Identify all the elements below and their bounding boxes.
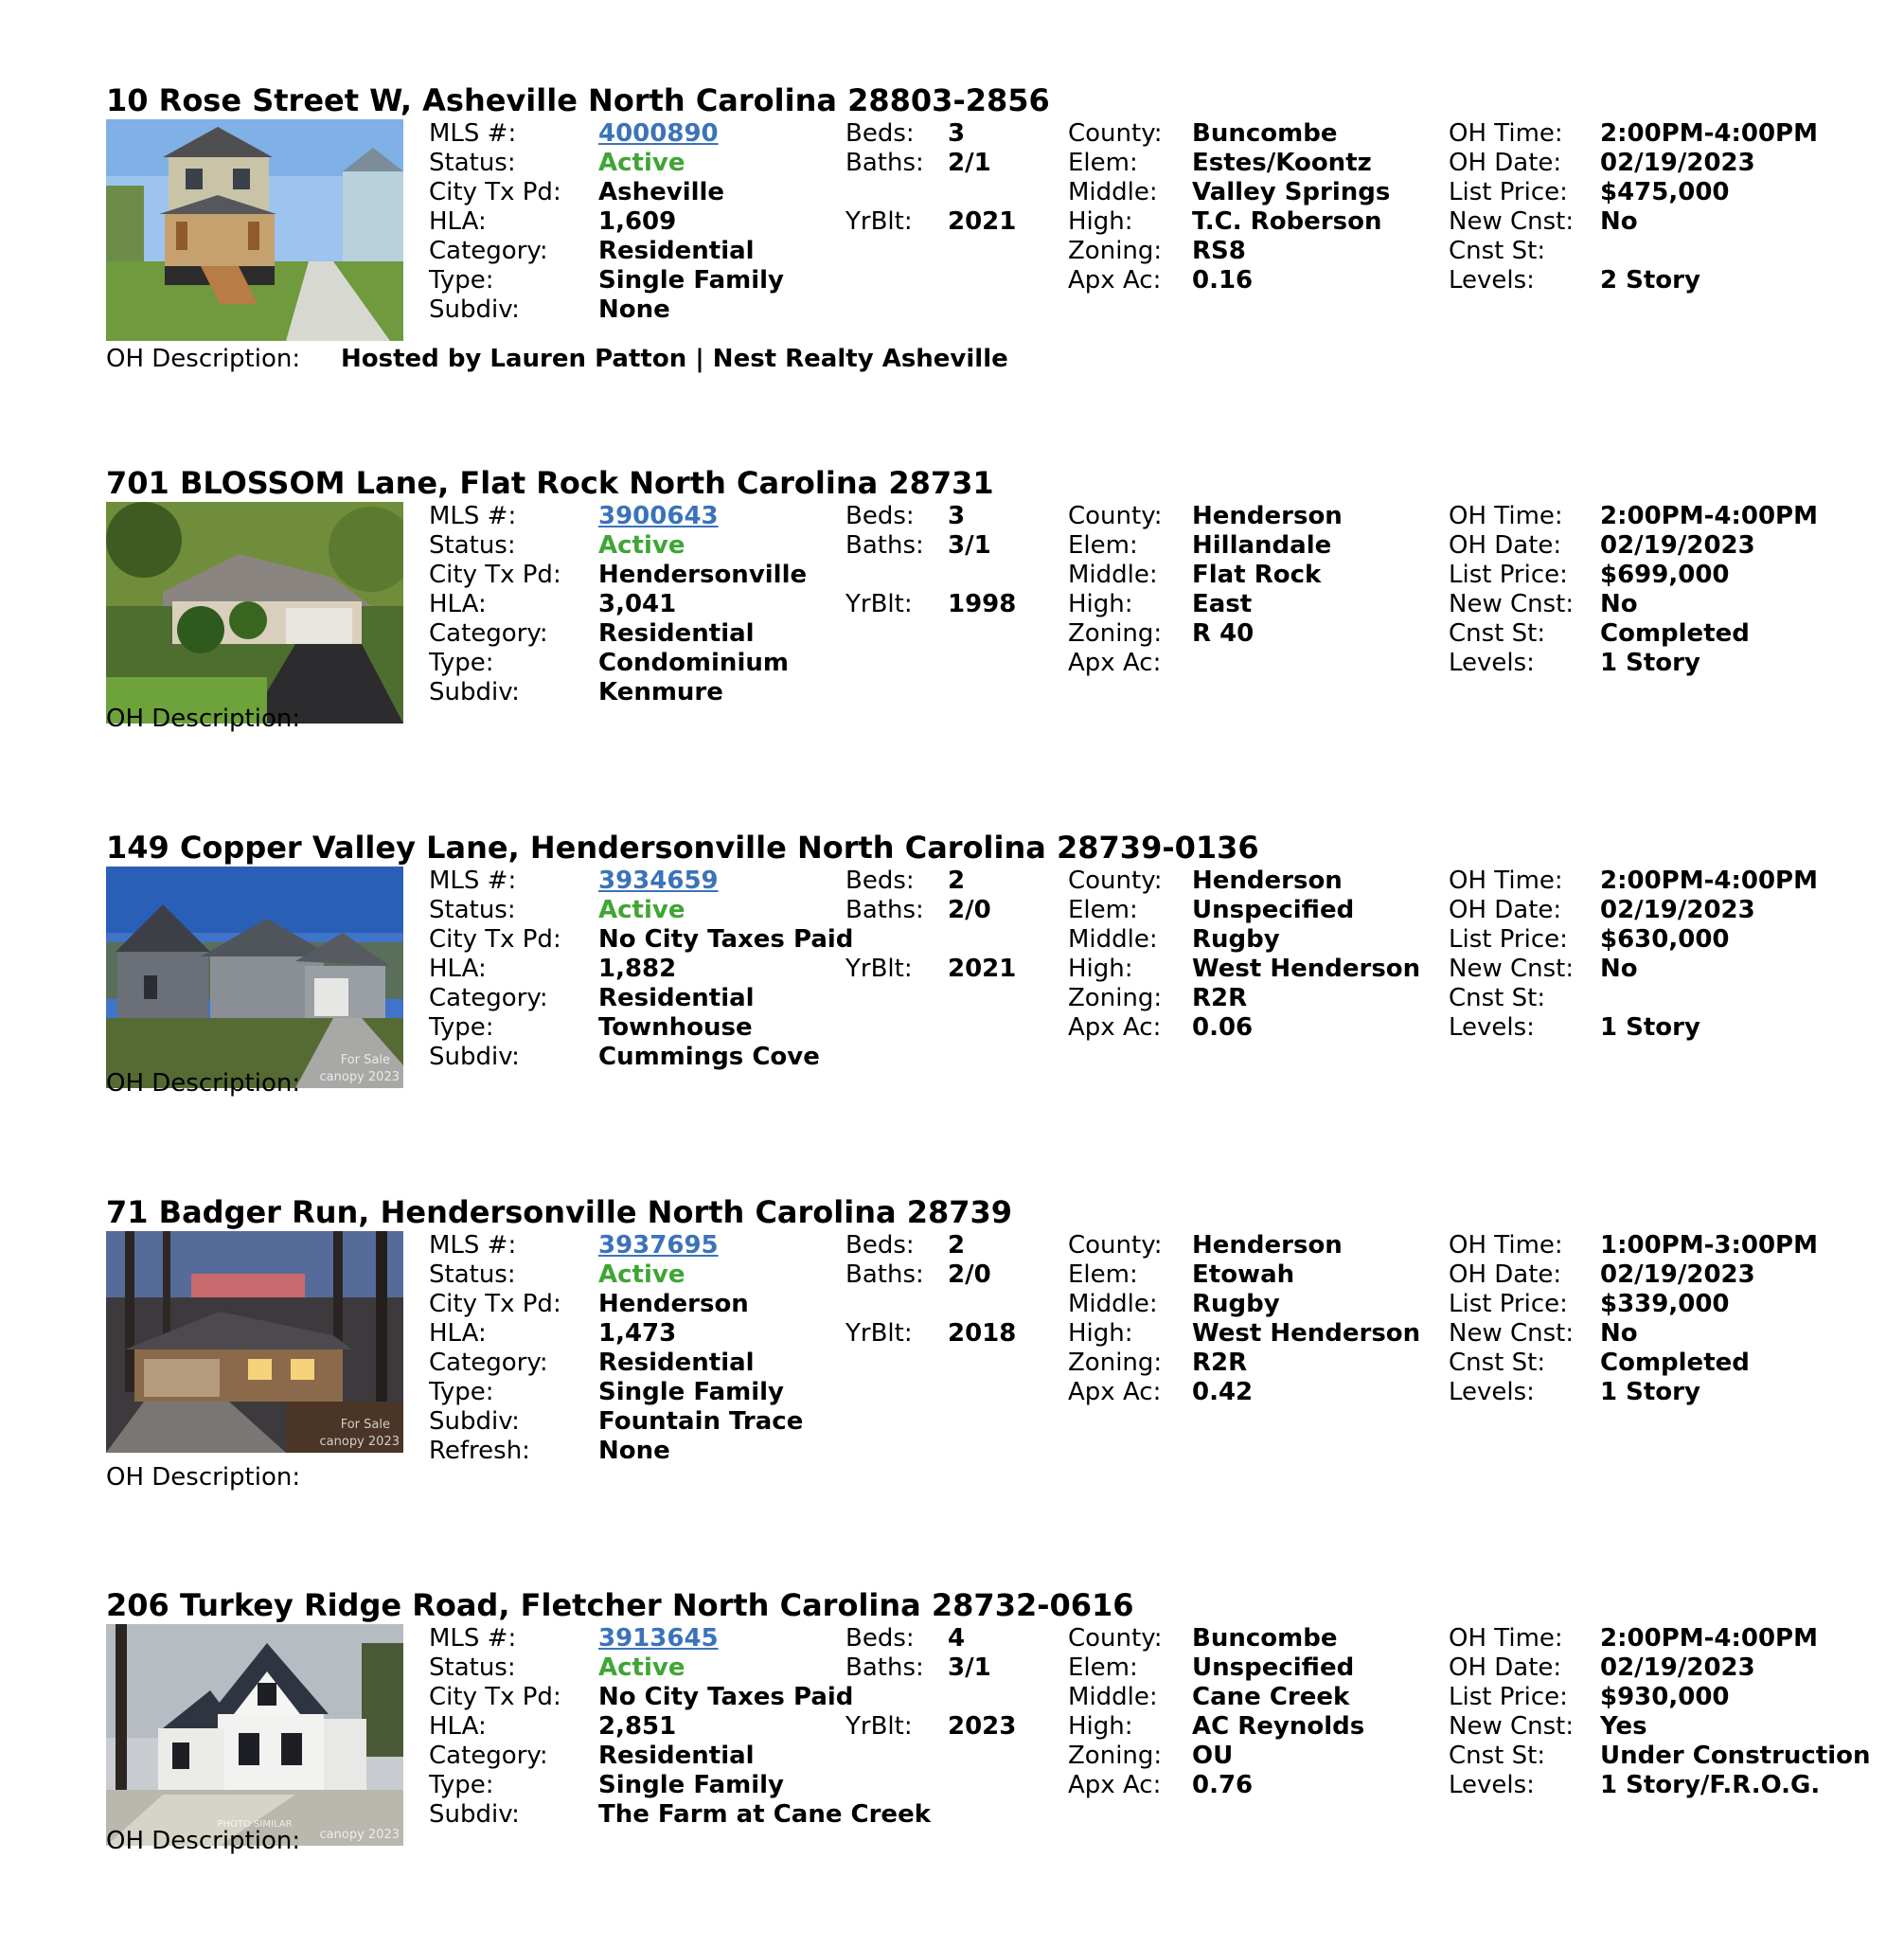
type-label: Type: bbox=[429, 649, 494, 677]
oh-time-value: 2:00PM-4:00PM bbox=[1600, 502, 1818, 530]
cnst-st-label: Cnst St: bbox=[1449, 984, 1546, 1012]
high-label: High: bbox=[1068, 955, 1133, 983]
baths-value: 3/1 bbox=[948, 531, 991, 560]
county-label: County: bbox=[1068, 1231, 1163, 1260]
middle-label: Middle: bbox=[1068, 561, 1158, 589]
city-tx-pd-value: No City Taxes Paid bbox=[598, 925, 854, 954]
city-tx-pd-value: Hendersonville bbox=[598, 561, 808, 589]
zoning-value: R2R bbox=[1192, 1349, 1248, 1377]
oh-time-value: 2:00PM-4:00PM bbox=[1600, 1624, 1818, 1653]
listing-card bbox=[106, 831, 1886, 1190]
hla-value: 2,851 bbox=[598, 1712, 677, 1741]
category-label: Category: bbox=[429, 984, 548, 1012]
levels-value: 1 Story bbox=[1600, 1378, 1700, 1406]
type-value: Single Family bbox=[598, 266, 785, 295]
beds-value: 2 bbox=[948, 867, 966, 895]
city-tx-pd-value: No City Taxes Paid bbox=[598, 1683, 854, 1711]
type-label: Type: bbox=[429, 1771, 494, 1799]
category-value: Residential bbox=[598, 1742, 755, 1770]
yrblt-label: YrBlt: bbox=[845, 955, 913, 983]
levels-value: 1 Story bbox=[1600, 649, 1700, 677]
beds-label: Beds: bbox=[845, 502, 915, 530]
status-value: Active bbox=[598, 896, 685, 924]
oh-description-label: OH Description: bbox=[106, 1463, 301, 1492]
beds-value: 2 bbox=[948, 1231, 966, 1260]
county-label: County: bbox=[1068, 867, 1163, 895]
cnst-st-label: Cnst St: bbox=[1449, 1742, 1546, 1770]
city-tx-pd-label: City Tx Pd: bbox=[429, 178, 561, 206]
watermark-text: For Sale bbox=[340, 1053, 390, 1067]
apx-ac-label: Apx Ac: bbox=[1068, 1771, 1162, 1799]
hla-label: HLA: bbox=[429, 590, 487, 618]
county-label: County: bbox=[1068, 119, 1163, 148]
mls-label: MLS #: bbox=[429, 1624, 517, 1653]
list-price-value: $630,000 bbox=[1600, 925, 1730, 954]
listing-address: 149 Copper Valley Lane, Hendersonville North Carolina 28739-0136 bbox=[106, 830, 1259, 866]
beds-label: Beds: bbox=[845, 1231, 915, 1260]
list-price-value: $699,000 bbox=[1600, 561, 1730, 589]
levels-label: Levels: bbox=[1449, 266, 1535, 295]
middle-label: Middle: bbox=[1068, 178, 1158, 206]
oh-description bbox=[106, 345, 1008, 374]
elem-value: Unspecified bbox=[1192, 896, 1355, 924]
mls-number-link[interactable]: 3900643 bbox=[598, 502, 719, 530]
new-cnst-label: New Cnst: bbox=[1449, 1712, 1575, 1741]
levels-label: Levels: bbox=[1449, 1013, 1535, 1042]
subdiv-value: Fountain Trace bbox=[598, 1407, 804, 1436]
yrblt-label: YrBlt: bbox=[845, 1319, 913, 1348]
high-label: High: bbox=[1068, 207, 1133, 236]
levels-value: 1 Story/F.R.O.G. bbox=[1600, 1771, 1821, 1799]
status-value: Active bbox=[598, 1260, 685, 1289]
category-label: Category: bbox=[429, 1349, 548, 1377]
listing-card bbox=[106, 1588, 1886, 1948]
apx-ac-value: 0.42 bbox=[1192, 1378, 1254, 1406]
zoning-label: Zoning: bbox=[1068, 619, 1163, 648]
mls-number-link[interactable]: 3937695 bbox=[598, 1231, 719, 1260]
status-value: Active bbox=[598, 1653, 685, 1682]
type-value: Townhouse bbox=[598, 1013, 753, 1042]
city-tx-pd-label: City Tx Pd: bbox=[429, 925, 561, 954]
beds-value: 4 bbox=[948, 1624, 966, 1653]
listing-card bbox=[106, 83, 1886, 443]
oh-date-label: OH Date: bbox=[1449, 531, 1562, 560]
listing-address: 701 BLOSSOM Lane, Flat Rock North Carolina 28731 bbox=[106, 465, 994, 501]
type-value: Single Family bbox=[598, 1771, 785, 1799]
county-label: County: bbox=[1068, 502, 1163, 530]
beds-value: 3 bbox=[948, 502, 966, 530]
list-price-value: $475,000 bbox=[1600, 178, 1730, 206]
cnst-st-value: Under Construction bbox=[1600, 1742, 1871, 1770]
hla-value: 1,882 bbox=[598, 955, 677, 983]
category-label: Category: bbox=[429, 237, 548, 265]
subdiv-label: Subdiv: bbox=[429, 1043, 520, 1071]
baths-label: Baths: bbox=[845, 149, 924, 177]
category-label: Category: bbox=[429, 619, 548, 648]
category-value: Residential bbox=[598, 237, 755, 265]
county-value: Henderson bbox=[1192, 1231, 1343, 1260]
oh-time-label: OH Time: bbox=[1449, 502, 1563, 530]
list-price-value: $930,000 bbox=[1600, 1683, 1730, 1711]
status-label: Status: bbox=[429, 1260, 516, 1289]
zoning-label: Zoning: bbox=[1068, 1349, 1163, 1377]
baths-label: Baths: bbox=[845, 1653, 924, 1682]
oh-description-label: OH Description: bbox=[106, 705, 301, 733]
city-tx-pd-value: Henderson bbox=[598, 1290, 749, 1318]
middle-value: Valley Springs bbox=[1192, 178, 1391, 206]
yrblt-label: YrBlt: bbox=[845, 590, 913, 618]
category-value: Residential bbox=[598, 1349, 755, 1377]
list-price-label: List Price: bbox=[1449, 561, 1568, 589]
new-cnst-label: New Cnst: bbox=[1449, 590, 1575, 618]
baths-value: 2/0 bbox=[948, 896, 991, 924]
refresh-value: None bbox=[598, 1437, 670, 1465]
oh-description bbox=[106, 1827, 300, 1856]
subdiv-label: Subdiv: bbox=[429, 1407, 520, 1436]
house-photo[interactable] bbox=[106, 119, 403, 341]
category-label: Category: bbox=[429, 1742, 548, 1770]
apx-ac-label: Apx Ac: bbox=[1068, 649, 1162, 677]
status-value: Active bbox=[598, 531, 685, 560]
levels-value: 1 Story bbox=[1600, 1013, 1700, 1042]
list-price-label: List Price: bbox=[1449, 925, 1568, 954]
elem-label: Elem: bbox=[1068, 896, 1138, 924]
oh-description-label: OH Description: bbox=[106, 345, 301, 373]
city-tx-pd-label: City Tx Pd: bbox=[429, 1683, 561, 1711]
refresh-label: Refresh: bbox=[429, 1437, 530, 1465]
zoning-value: OU bbox=[1192, 1742, 1234, 1770]
zoning-label: Zoning: bbox=[1068, 984, 1163, 1012]
apx-ac-value: 0.16 bbox=[1192, 266, 1254, 295]
beds-label: Beds: bbox=[845, 119, 915, 148]
elem-label: Elem: bbox=[1068, 149, 1138, 177]
hla-value: 3,041 bbox=[598, 590, 677, 618]
oh-date-label: OH Date: bbox=[1449, 1260, 1562, 1289]
oh-description bbox=[106, 1463, 300, 1492]
list-price-label: List Price: bbox=[1449, 1290, 1568, 1318]
list-price-label: List Price: bbox=[1449, 178, 1568, 206]
house-photo[interactable] bbox=[106, 1231, 403, 1453]
levels-label: Levels: bbox=[1449, 1771, 1535, 1799]
elem-value: Unspecified bbox=[1192, 1653, 1355, 1682]
new-cnst-label: New Cnst: bbox=[1449, 955, 1575, 983]
middle-value: Flat Rock bbox=[1192, 561, 1322, 589]
yrblt-value: 2021 bbox=[948, 955, 1017, 983]
oh-date-value: 02/19/2023 bbox=[1600, 896, 1755, 924]
city-tx-pd-label: City Tx Pd: bbox=[429, 1290, 561, 1318]
status-label: Status: bbox=[429, 896, 516, 924]
type-value: Condominium bbox=[598, 649, 789, 677]
yrblt-label: YrBlt: bbox=[845, 1712, 913, 1741]
watermark-text: canopy 2023 bbox=[319, 1435, 400, 1449]
category-value: Residential bbox=[598, 984, 755, 1012]
elem-label: Elem: bbox=[1068, 531, 1138, 560]
high-label: High: bbox=[1068, 1712, 1133, 1741]
oh-description bbox=[106, 1069, 300, 1099]
high-value: T.C. Roberson bbox=[1192, 207, 1382, 236]
oh-time-value: 2:00PM-4:00PM bbox=[1600, 867, 1818, 895]
beds-label: Beds: bbox=[845, 1624, 915, 1653]
yrblt-value: 2023 bbox=[948, 1712, 1017, 1741]
subdiv-value: The Farm at Cane Creek bbox=[598, 1800, 931, 1829]
high-value: West Henderson bbox=[1192, 1319, 1421, 1348]
zoning-value: R 40 bbox=[1192, 619, 1255, 648]
mls-label: MLS #: bbox=[429, 867, 517, 895]
city-tx-pd-label: City Tx Pd: bbox=[429, 561, 561, 589]
middle-label: Middle: bbox=[1068, 1683, 1158, 1711]
oh-time-label: OH Time: bbox=[1449, 119, 1563, 148]
watermark-text: canopy 2023 bbox=[319, 1070, 400, 1084]
watermark-text: canopy 2023 bbox=[319, 1828, 400, 1842]
high-label: High: bbox=[1068, 590, 1133, 618]
elem-label: Elem: bbox=[1068, 1260, 1138, 1289]
watermark-text: PHOTO SIMILAR bbox=[217, 1819, 293, 1830]
apx-ac-label: Apx Ac: bbox=[1068, 1378, 1162, 1406]
cnst-st-value: Completed bbox=[1600, 1349, 1750, 1377]
listing-card bbox=[106, 1195, 1886, 1555]
apx-ac-value: 0.06 bbox=[1192, 1013, 1254, 1042]
city-tx-pd-value: Asheville bbox=[598, 178, 725, 206]
yrblt-value: 1998 bbox=[948, 590, 1017, 618]
oh-date-value: 02/19/2023 bbox=[1600, 1260, 1755, 1289]
yrblt-value: 2021 bbox=[948, 207, 1017, 236]
mls-number-link[interactable]: 3913645 bbox=[598, 1624, 719, 1653]
baths-value: 3/1 bbox=[948, 1653, 991, 1682]
new-cnst-label: New Cnst: bbox=[1449, 207, 1575, 236]
middle-value: Cane Creek bbox=[1192, 1683, 1350, 1711]
listing-address: 10 Rose Street W, Asheville North Carolina 28803-2856 bbox=[106, 82, 1050, 118]
oh-date-label: OH Date: bbox=[1449, 149, 1562, 177]
new-cnst-value: No bbox=[1600, 590, 1638, 618]
cnst-st-value: Completed bbox=[1600, 619, 1750, 648]
oh-description bbox=[106, 705, 300, 734]
oh-date-label: OH Date: bbox=[1449, 1653, 1562, 1682]
listing-address: 206 Turkey Ridge Road, Fletcher North Carolina 28732-0616 bbox=[106, 1587, 1134, 1623]
levels-value: 2 Story bbox=[1600, 266, 1700, 295]
oh-description-value: Hosted by Lauren Patton | Nest Realty Asheville bbox=[341, 345, 1008, 373]
oh-time-value: 2:00PM-4:00PM bbox=[1600, 119, 1818, 148]
elem-label: Elem: bbox=[1068, 1653, 1138, 1682]
category-value: Residential bbox=[598, 619, 755, 648]
baths-label: Baths: bbox=[845, 531, 924, 560]
subdiv-label: Subdiv: bbox=[429, 1800, 520, 1829]
house-photo[interactable] bbox=[106, 1624, 403, 1846]
new-cnst-value: No bbox=[1600, 207, 1638, 236]
listing-address: 71 Badger Run, Hendersonville North Carolina 28739 bbox=[106, 1194, 1013, 1230]
high-value: AC Reynolds bbox=[1192, 1712, 1365, 1741]
hla-label: HLA: bbox=[429, 955, 487, 983]
county-value: Henderson bbox=[1192, 502, 1343, 530]
baths-label: Baths: bbox=[845, 896, 924, 924]
middle-value: Rugby bbox=[1192, 1290, 1280, 1318]
hla-label: HLA: bbox=[429, 207, 487, 236]
baths-label: Baths: bbox=[845, 1260, 924, 1289]
mls-label: MLS #: bbox=[429, 1231, 517, 1260]
status-value: Active bbox=[598, 149, 685, 177]
county-label: County: bbox=[1068, 1624, 1163, 1653]
oh-date-value: 02/19/2023 bbox=[1600, 531, 1755, 560]
status-label: Status: bbox=[429, 1653, 516, 1682]
hla-label: HLA: bbox=[429, 1712, 487, 1741]
subdiv-value: Cummings Cove bbox=[598, 1043, 820, 1071]
hla-value: 1,473 bbox=[598, 1319, 677, 1348]
high-value: West Henderson bbox=[1192, 955, 1421, 983]
listing-card bbox=[106, 466, 1886, 826]
middle-label: Middle: bbox=[1068, 925, 1158, 954]
cnst-st-label: Cnst St: bbox=[1449, 237, 1546, 265]
high-label: High: bbox=[1068, 1319, 1133, 1348]
house-photo[interactable] bbox=[106, 867, 403, 1088]
subdiv-value: Kenmure bbox=[598, 678, 723, 706]
oh-date-label: OH Date: bbox=[1449, 896, 1562, 924]
county-value: Buncombe bbox=[1192, 119, 1338, 148]
oh-time-label: OH Time: bbox=[1449, 1231, 1563, 1260]
county-value: Henderson bbox=[1192, 867, 1343, 895]
new-cnst-value: No bbox=[1600, 955, 1638, 983]
county-value: Buncombe bbox=[1192, 1624, 1338, 1653]
new-cnst-label: New Cnst: bbox=[1449, 1319, 1575, 1348]
apx-ac-label: Apx Ac: bbox=[1068, 266, 1162, 295]
yrblt-label: YrBlt: bbox=[845, 207, 913, 236]
oh-time-value: 1:00PM-3:00PM bbox=[1600, 1231, 1818, 1260]
zoning-label: Zoning: bbox=[1068, 1742, 1163, 1770]
new-cnst-value: Yes bbox=[1600, 1712, 1647, 1741]
oh-date-value: 02/19/2023 bbox=[1600, 1653, 1755, 1682]
oh-description-label: OH Description: bbox=[106, 1069, 301, 1098]
type-label: Type: bbox=[429, 266, 494, 295]
zoning-value: RS8 bbox=[1192, 237, 1246, 265]
hla-label: HLA: bbox=[429, 1319, 487, 1348]
oh-time-label: OH Time: bbox=[1449, 867, 1563, 895]
subdiv-label: Subdiv: bbox=[429, 678, 520, 706]
baths-value: 2/0 bbox=[948, 1260, 991, 1289]
mls-number-link[interactable]: 3934659 bbox=[598, 867, 719, 895]
apx-ac-value: 0.76 bbox=[1192, 1771, 1254, 1799]
type-value: Single Family bbox=[598, 1378, 785, 1406]
status-label: Status: bbox=[429, 149, 516, 177]
elem-value: Estes/Koontz bbox=[1192, 149, 1372, 177]
new-cnst-value: No bbox=[1600, 1319, 1638, 1348]
oh-time-label: OH Time: bbox=[1449, 1624, 1563, 1653]
yrblt-value: 2018 bbox=[948, 1319, 1017, 1348]
cnst-st-label: Cnst St: bbox=[1449, 1349, 1546, 1377]
elem-value: Etowah bbox=[1192, 1260, 1295, 1289]
type-label: Type: bbox=[429, 1378, 494, 1406]
watermark-text: For Sale bbox=[340, 1418, 390, 1432]
high-value: East bbox=[1192, 590, 1253, 618]
levels-label: Levels: bbox=[1449, 649, 1535, 677]
list-price-value: $339,000 bbox=[1600, 1290, 1730, 1318]
cnst-st-label: Cnst St: bbox=[1449, 619, 1546, 648]
mls-number-link[interactable]: 4000890 bbox=[598, 119, 719, 148]
beds-label: Beds: bbox=[845, 867, 915, 895]
oh-date-value: 02/19/2023 bbox=[1600, 149, 1755, 177]
baths-value: 2/1 bbox=[948, 149, 991, 177]
zoning-value: R2R bbox=[1192, 984, 1248, 1012]
oh-description-label: OH Description: bbox=[106, 1827, 301, 1855]
middle-label: Middle: bbox=[1068, 1290, 1158, 1318]
subdiv-label: Subdiv: bbox=[429, 295, 520, 324]
middle-value: Rugby bbox=[1192, 925, 1280, 954]
levels-label: Levels: bbox=[1449, 1378, 1535, 1406]
status-label: Status: bbox=[429, 531, 516, 560]
house-photo[interactable] bbox=[106, 502, 403, 724]
beds-value: 3 bbox=[948, 119, 966, 148]
subdiv-value: None bbox=[598, 295, 670, 324]
mls-label: MLS #: bbox=[429, 119, 517, 148]
apx-ac-label: Apx Ac: bbox=[1068, 1013, 1162, 1042]
list-price-label: List Price: bbox=[1449, 1683, 1568, 1711]
elem-value: Hillandale bbox=[1192, 531, 1332, 560]
mls-label: MLS #: bbox=[429, 502, 517, 530]
hla-value: 1,609 bbox=[598, 207, 677, 236]
type-label: Type: bbox=[429, 1013, 494, 1042]
zoning-label: Zoning: bbox=[1068, 237, 1163, 265]
